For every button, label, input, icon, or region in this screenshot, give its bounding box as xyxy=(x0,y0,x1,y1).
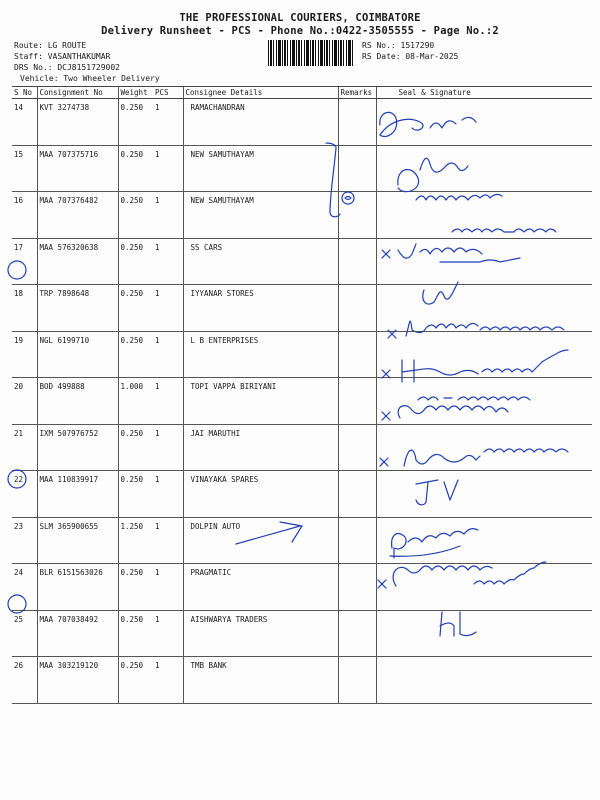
table-row xyxy=(12,517,592,564)
col-header-consignment: Consignment No xyxy=(37,87,118,99)
cell-weight: 1.000 xyxy=(118,378,153,425)
cell-consignee: JAI MARUTHI xyxy=(183,424,338,471)
runsheet-subtitle: Delivery Runsheet - PCS - Phone No.:0422-3505555 - Page No.:2 xyxy=(101,25,499,37)
table-row xyxy=(12,610,592,657)
cell-signature xyxy=(376,471,592,518)
cell-signature xyxy=(376,610,592,657)
cell-consignee: L B ENTERPRISES xyxy=(183,331,338,378)
cell-consignee: DOLPIN AUTO xyxy=(183,517,338,564)
cell-weight: 0.250 xyxy=(118,424,153,471)
vehicle-label: Vehicle: Two Wheeler Delivery xyxy=(20,74,160,83)
table-header-row xyxy=(12,87,592,99)
cell-weight: 0.250 xyxy=(118,238,153,285)
cell-consignee: TOPI VAPPA BIRIYANI xyxy=(183,378,338,425)
cell-weight: 0.250 xyxy=(118,610,153,657)
cell-pcs: 1 xyxy=(153,192,183,239)
cell-remarks xyxy=(338,471,376,518)
cell-sno: 23 xyxy=(12,517,37,564)
cell-pcs: 1 xyxy=(153,238,183,285)
cell-signature xyxy=(376,331,592,378)
cell-signature xyxy=(376,192,592,239)
cell-signature xyxy=(376,378,592,425)
rs-number: RS No.: 1517290 xyxy=(362,41,435,50)
cell-consignment: IXM 507976752 xyxy=(37,424,118,471)
cell-signature xyxy=(376,145,592,192)
cell-pcs: 1 xyxy=(153,657,183,704)
cell-remarks xyxy=(338,517,376,564)
cell-consignment: MAA 707038492 xyxy=(37,610,118,657)
cell-sno: 21 xyxy=(12,424,37,471)
cell-weight: 0.250 xyxy=(118,192,153,239)
col-header-seal: Seal & Signature xyxy=(376,87,592,99)
runsheet-table xyxy=(12,86,592,704)
cell-sno: 20 xyxy=(12,378,37,425)
cell-consignee: SS CARS xyxy=(183,238,338,285)
col-header-sno: S No xyxy=(12,87,37,99)
cell-pcs: 1 xyxy=(153,378,183,425)
cell-weight: 0.250 xyxy=(118,471,153,518)
cell-consignment: MAA 110839917 xyxy=(37,471,118,518)
table-row xyxy=(12,145,592,192)
cell-remarks xyxy=(338,378,376,425)
cell-consignment: NGL 6199710 xyxy=(37,331,118,378)
cell-signature xyxy=(376,424,592,471)
cell-consignee: VINAYAKA SPARES xyxy=(183,471,338,518)
cell-consignee: PRAGMATIC xyxy=(183,564,338,611)
col-header-weight: Weight xyxy=(118,87,153,99)
cell-weight: 0.250 xyxy=(118,285,153,332)
cell-sno: 25 xyxy=(12,610,37,657)
route-label: Route: LG ROUTE xyxy=(14,41,87,50)
cell-consignment: MAA 576320638 xyxy=(37,238,118,285)
cell-sno: 17 xyxy=(12,238,37,285)
rs-date: RS Date: 08-Mar-2025 xyxy=(362,52,459,61)
table-row xyxy=(12,378,592,425)
cell-remarks xyxy=(338,564,376,611)
cell-weight: 0.250 xyxy=(118,564,153,611)
cell-signature xyxy=(376,564,592,611)
table-row xyxy=(12,471,592,518)
cell-remarks xyxy=(338,238,376,285)
table-row xyxy=(12,99,592,146)
barcode xyxy=(268,40,354,66)
cell-consignment: BOD 499888 xyxy=(37,378,118,425)
cell-consignee: AISHWARYA TRADERS xyxy=(183,610,338,657)
cell-consignment: SLM 365900655 xyxy=(37,517,118,564)
cell-signature xyxy=(376,99,592,146)
cell-pcs: 1 xyxy=(153,99,183,146)
cell-consignment: MAA 707375716 xyxy=(37,145,118,192)
cell-sno: 16 xyxy=(12,192,37,239)
table-row xyxy=(12,285,592,332)
drs-number: DRS No.: DCJ8151729002 xyxy=(14,63,120,72)
cell-pcs: 1 xyxy=(153,145,183,192)
cell-remarks xyxy=(338,610,376,657)
cell-remarks xyxy=(338,331,376,378)
cell-consignee: NEW SAMUTHAYAM xyxy=(183,192,338,239)
cell-pcs: 1 xyxy=(153,424,183,471)
table-row xyxy=(12,657,592,704)
cell-weight: 0.250 xyxy=(118,657,153,704)
company-title: THE PROFESSIONAL COURIERS, COIMBATORE xyxy=(179,12,421,24)
cell-sno: 22 xyxy=(12,471,37,518)
cell-weight: 0.250 xyxy=(118,331,153,378)
cell-weight: 1.250 xyxy=(118,517,153,564)
cell-consignee: NEW SAMUTHAYAM xyxy=(183,145,338,192)
cell-consignee: IYYANAR STORES xyxy=(183,285,338,332)
cell-consignee: TMB BANK xyxy=(183,657,338,704)
cell-remarks xyxy=(338,285,376,332)
cell-signature xyxy=(376,285,592,332)
cell-consignment: TRP 7898648 xyxy=(37,285,118,332)
cell-pcs: 1 xyxy=(153,517,183,564)
cell-sno: 24 xyxy=(12,564,37,611)
cell-pcs: 1 xyxy=(153,610,183,657)
col-header-remarks: Remarks xyxy=(338,87,376,99)
table-row xyxy=(12,424,592,471)
cell-pcs: 1 xyxy=(153,471,183,518)
col-header-pcs: PCS xyxy=(153,87,183,99)
cell-sno: 19 xyxy=(12,331,37,378)
cell-pcs: 1 xyxy=(153,331,183,378)
table-row xyxy=(12,331,592,378)
cell-sno: 18 xyxy=(12,285,37,332)
cell-remarks xyxy=(338,99,376,146)
cell-sno: 14 xyxy=(12,99,37,146)
table-row xyxy=(12,238,592,285)
cell-consignment: MAA 303219120 xyxy=(37,657,118,704)
cell-sno: 15 xyxy=(12,145,37,192)
staff-label: Staff: VASANTHAKUMAR xyxy=(14,52,111,61)
cell-signature xyxy=(376,238,592,285)
cell-pcs: 1 xyxy=(153,285,183,332)
cell-consignment: MAA 707376482 xyxy=(37,192,118,239)
cell-remarks xyxy=(338,192,376,239)
cell-signature xyxy=(376,517,592,564)
cell-signature xyxy=(376,657,592,704)
col-header-consignee: Consignee Details xyxy=(183,87,338,99)
cell-weight: 0.250 xyxy=(118,145,153,192)
cell-remarks xyxy=(338,424,376,471)
cell-consignment: KVT 3274738 xyxy=(37,99,118,146)
cell-weight: 0.250 xyxy=(118,99,153,146)
cell-remarks xyxy=(338,145,376,192)
table-row xyxy=(12,564,592,611)
table-row xyxy=(12,192,592,239)
cell-remarks xyxy=(338,657,376,704)
cell-consignment: BLR 6151563026 xyxy=(37,564,118,611)
cell-pcs: 1 xyxy=(153,564,183,611)
cell-consignee: RAMACHANDRAN xyxy=(183,99,338,146)
cell-sno: 26 xyxy=(12,657,37,704)
